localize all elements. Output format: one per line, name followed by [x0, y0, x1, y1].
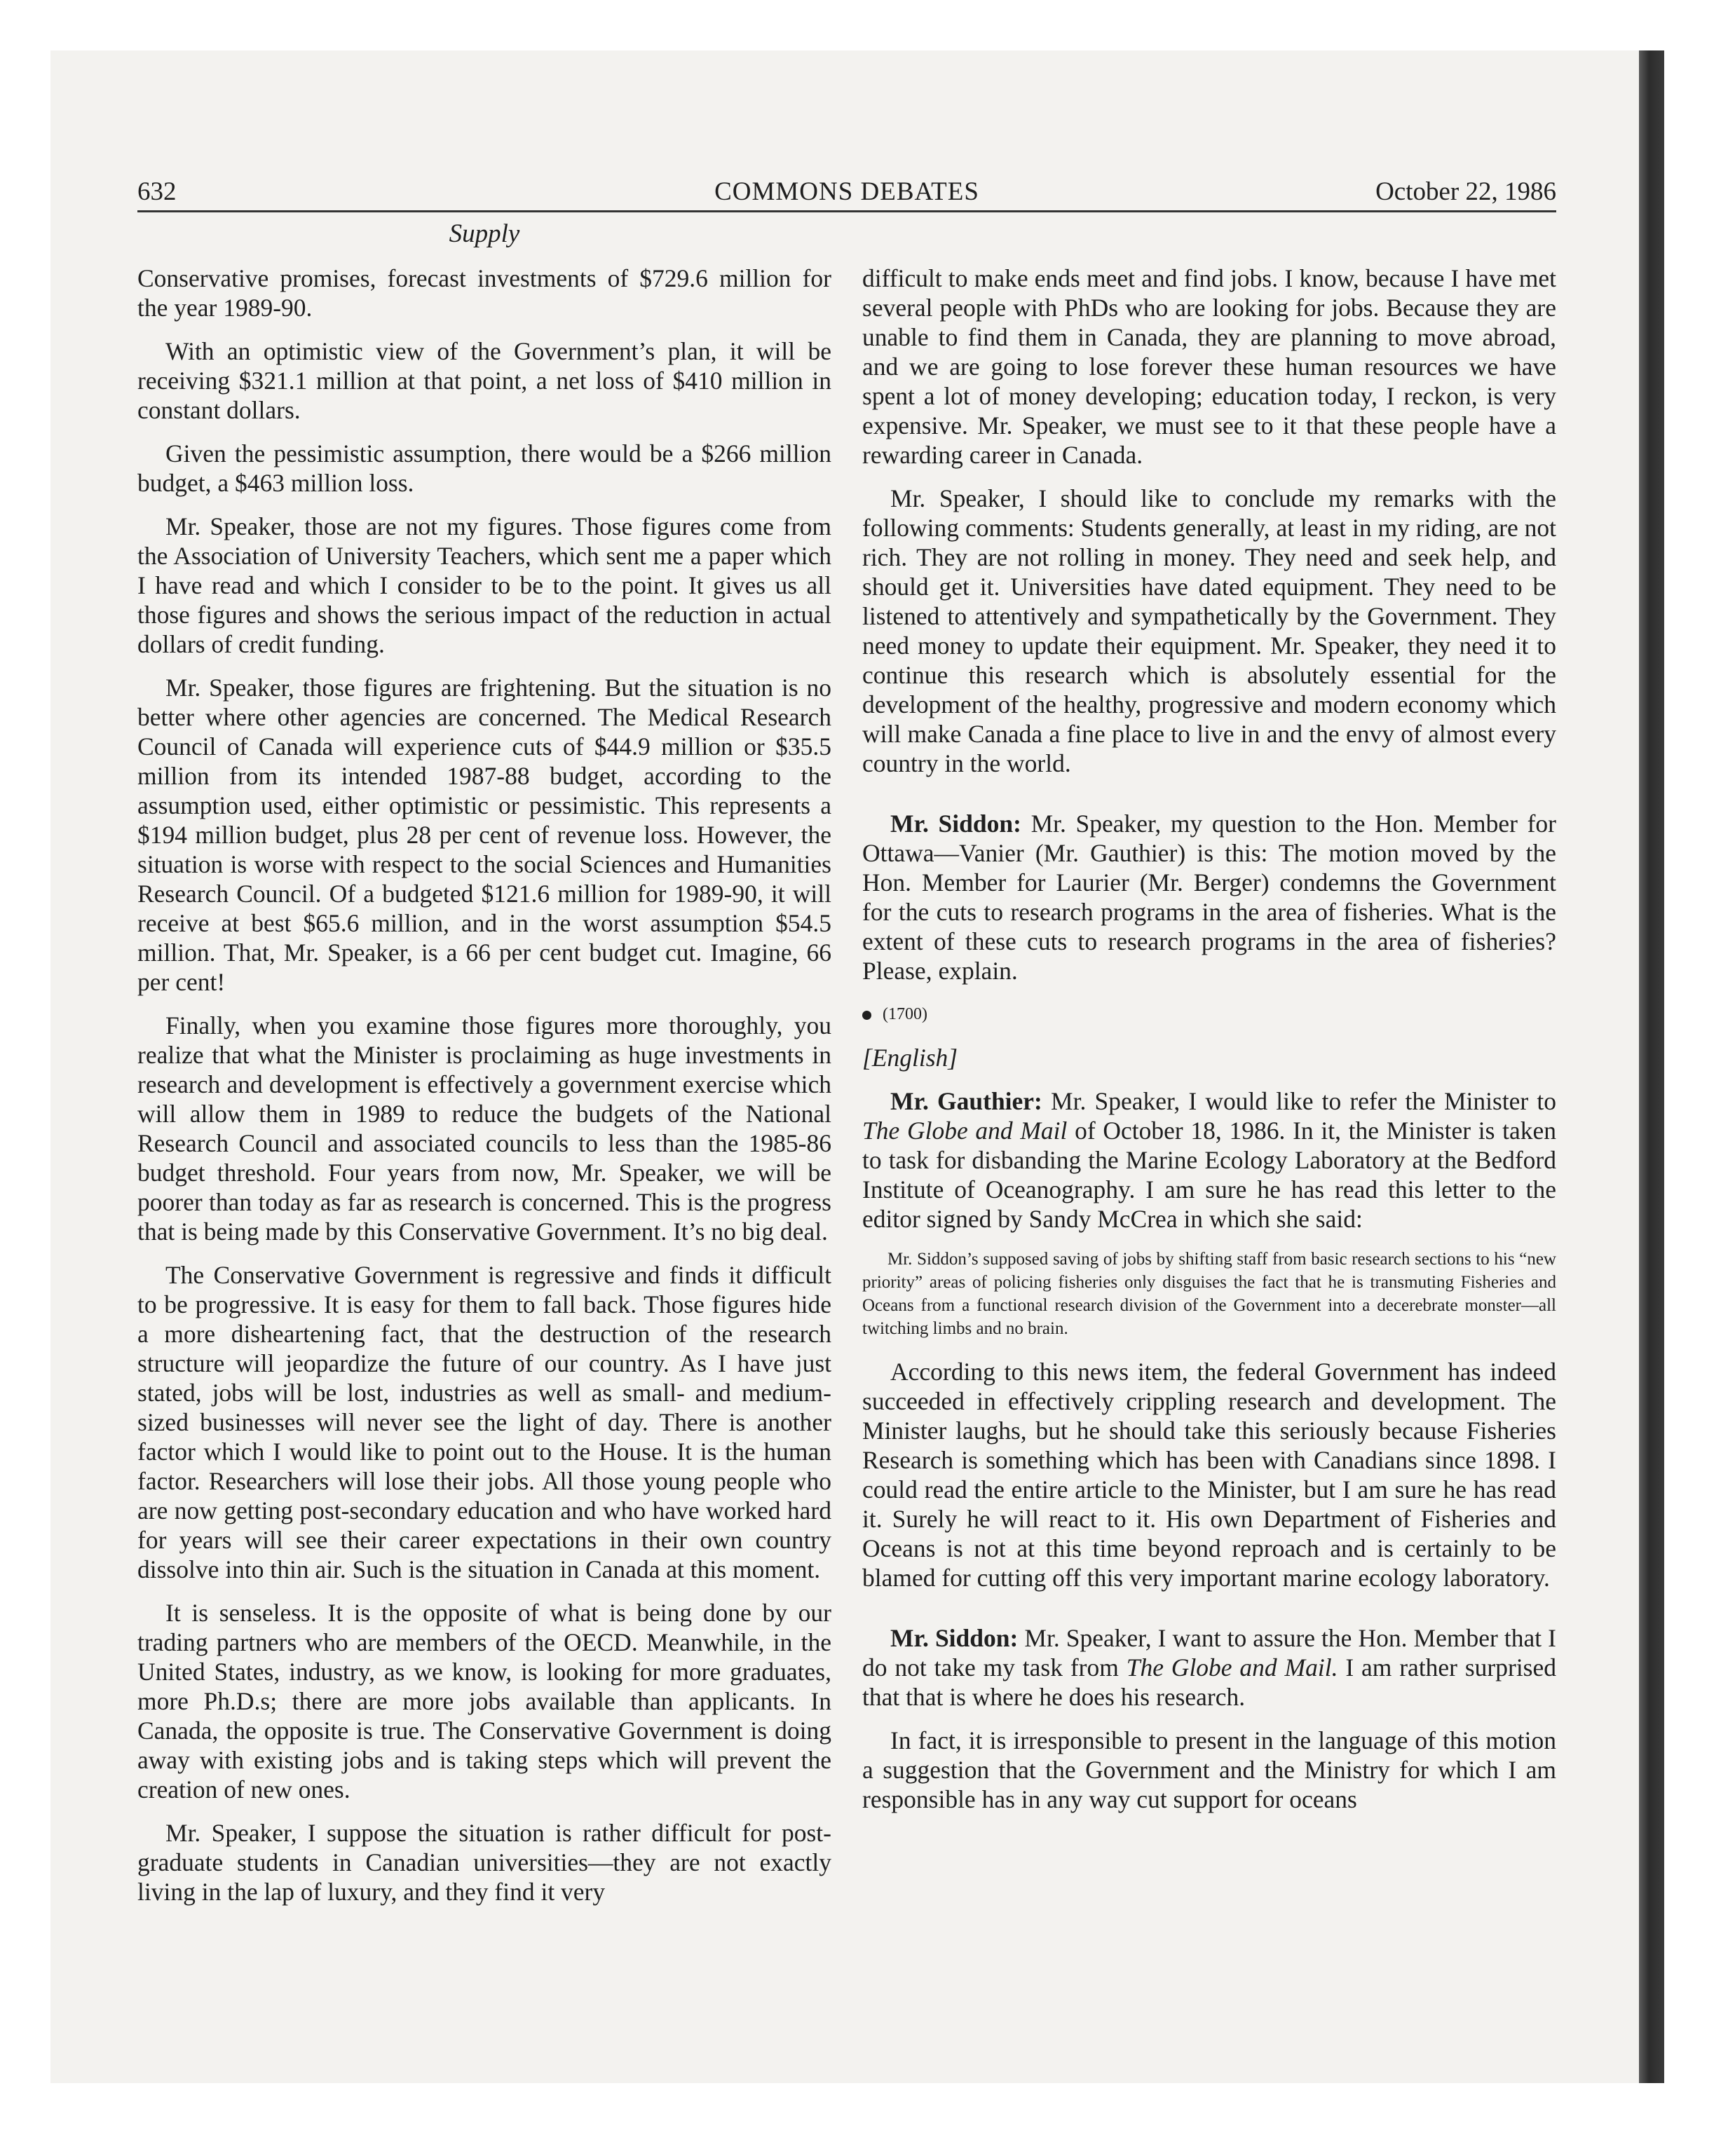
newspaper-title: The Globe and Mail: [862, 1117, 1068, 1145]
paragraph: With an optimistic view of the Government’s plan, it will be receiving $321.1 million at that point, a net loss of $410 million in constant dollars.: [137, 337, 831, 424]
intervention-gauthier: [862, 1086, 1556, 1234]
intervention-siddon: [862, 809, 1556, 985]
paragraph: Mr. Speaker, those are not my figures. Those figures come from the Association of University Teachers, which sent me a paper which I have read and which I consider to be to the point. It gives us all those figures and shows the serious impact of the reduction in actual dollars of credit funding.: [137, 512, 831, 658]
paragraph: Given the pessimistic assumption, there would be a $266 million budget, a $463 million loss.: [137, 439, 831, 497]
speaker-name: Mr. Siddon:: [890, 1624, 1019, 1652]
page-number: 632: [137, 177, 177, 206]
paragraph: difficult to make ends meet and find jobs. I know, because I have met several people with PhDs who are looking for jobs. Because they are unable to find them in Canada, they are planning to move abroad, and we are going to lose forever these human resources we have spent a lot of money developing; education today, I reckon, is very expensive. Mr. Speaker, we must see to it that these people have a rewarding career in Canada.: [862, 264, 1556, 469]
section-label: Supply: [449, 219, 520, 248]
bullet-icon: [862, 1011, 871, 1020]
block-quote: Mr. Siddon’s supposed saving of jobs by shifting staff from basic research sections to his “new priority” areas of policing fisheries only disguises the fact that he is transmuting Fisheries and Oceans from a functional research division of the Government into a decerebrate monster—all twitching limbs and no brain.: [862, 1250, 1556, 1338]
speech-text: Mr. Speaker, I want to assure the Hon. Member that I do not take my task from: [862, 1624, 1556, 1681]
page-edge-shadow: [1639, 50, 1664, 2083]
speaker-name: Mr. Siddon:: [890, 810, 1021, 838]
left-column: [137, 264, 831, 1920]
publication-title: COMMONS DEBATES: [714, 177, 979, 206]
intervention-siddon: [862, 1623, 1556, 1712]
language-marker: [English]: [862, 1044, 958, 1072]
paragraph: It is senseless. It is the opposite of what is being done by our trading partners who are members of the OECD. Meanwhile, in the United States, industry, as we know, is looking for more graduates, more Ph.D.s; there are more jobs available than applicants. In Canada, the opposite is true. The Conservative Government is doing away with existing jobs and is taking steps which will prevent the creation of new ones.: [137, 1599, 831, 1803]
time-marker: [862, 999, 1556, 1029]
paragraph: Mr. Speaker, I should like to conclude my remarks with the following comments: Students generally, at least in my riding, are not rich. They are not rolling in money. They need and seek help, and should get it. Universities have dated equipment. They need to be listened to attentively and sympathetically by the Government. They need money to update their equipment. Mr. Speaker, they need it to continue this research which is absolutely essential for the development of the healthy, progressive and modern economy which will make Canada a fine place to live in and the envy of almost every country in the world.: [862, 484, 1556, 777]
speaker-name: Mr. Gauthier:: [890, 1087, 1042, 1115]
speech-text: of October 18, 1986. In it, the Minister is taken to task for disbanding the Marine Ecology Laboratory at the Bedford Institute of Oceanography. I am sure he has read this letter to the editor signed by Sandy McCrea in which she said:: [862, 1117, 1556, 1233]
paragraph: In fact, it is irresponsible to present in the language of this motion a suggestion that the Government and the Ministry for which I am responsible has in any way cut support for oceans: [862, 1726, 1556, 1813]
speech-text: I am rather surprised that that is where he does his research.: [862, 1653, 1557, 1711]
paragraph: According to this news item, the federal Government has indeed succeeded in effectively crippling research and development. The Minister laughs, but he should take this seriously because Fisheries Research is something which has been with Canadians since 1898. I could read the entire article to the Minister, but I am sure he has read it. Surely he will react to it. His own Department of Fisheries and Oceans is not at this time beyond reproach and is certainly to be blamed for cutting off this very important marine ecology laboratory.: [862, 1358, 1556, 1592]
newspaper-title: The Globe and Mail.: [1126, 1653, 1338, 1681]
right-column: [862, 264, 1556, 1828]
time-stamp: (1700): [883, 1005, 927, 1023]
sitting-date: October 22, 1986: [1375, 177, 1556, 206]
speech-text: Mr. Speaker, my question to the Hon. Member for Ottawa—Vanier (Mr. Gauthier) is this: The motion moved by the Hon. Member for Laurier (Mr. Berger) condemns the Government for the cuts to research programs in the area of fisheries. What is the extent of these cuts to research programs in the area of fisheries? Please, explain.: [862, 810, 1557, 985]
paragraph: Conservative promises, forecast investments of $729.6 million for the year 1989-90.: [137, 264, 831, 322]
running-header: [137, 174, 1556, 212]
speech-text: Mr. Speaker, I would like to refer the Minister to: [1051, 1087, 1557, 1115]
paragraph: The Conservative Government is regressive and finds it difficult to be progressive. It is easy for them to fall back. Those figures hide a more disheartening fact, that the destruction of the research structure will jeopardize the future of our country. As I have just stated, jobs will be lost, industries as well as small- and medium-sized businesses will never see the light of day. There is another factor which I would like to point out to the House. It is the human factor. Researchers will lose their jobs. All those young people who are now getting post-secondary education and who have worked hard for years will see their career expectations in their own country dissolve into thin air. Such is the situation in Canada at this moment.: [137, 1261, 831, 1583]
paragraph: Mr. Speaker, those figures are frightening. But the situation is no better where other agencies are concerned. The Medical Research Council of Canada will experience cuts of $44.9 million or $35.5 million from its intended 1987-88 budget, according to the assumption used, either optimistic or pessimistic. This represents a $194 million budget, plus 28 per cent of revenue loss. However, the situation is worse with respect to the social Sciences and Humanities Research Council. Of a budgeted $121.6 million for 1989-90, it will receive at best $65.6 million, and in the worst assumption $54.5 million. That, Mr. Speaker, is a 66 per cent budget cut. Imagine, 66 per cent!: [137, 674, 831, 996]
paragraph: Finally, when you examine those figures more thoroughly, you realize that what the Minister is proclaiming as huge investments in research and development is effectively a government exercise which will allow them in 1989 to reduce the budgets of the National Research Council and associated councils to less than the 1985-86 budget threshold. Four years from now, Mr. Speaker, we will be poorer than today as far as research is concerned. This is the progress that is being made by this Conservative Government. It’s no big deal.: [137, 1011, 831, 1246]
paragraph: Mr. Speaker, I suppose the situation is rather difficult for post-graduate students in Canadian universities—they are not exactly living in the lap of luxury, and they find it very: [137, 1819, 831, 1906]
